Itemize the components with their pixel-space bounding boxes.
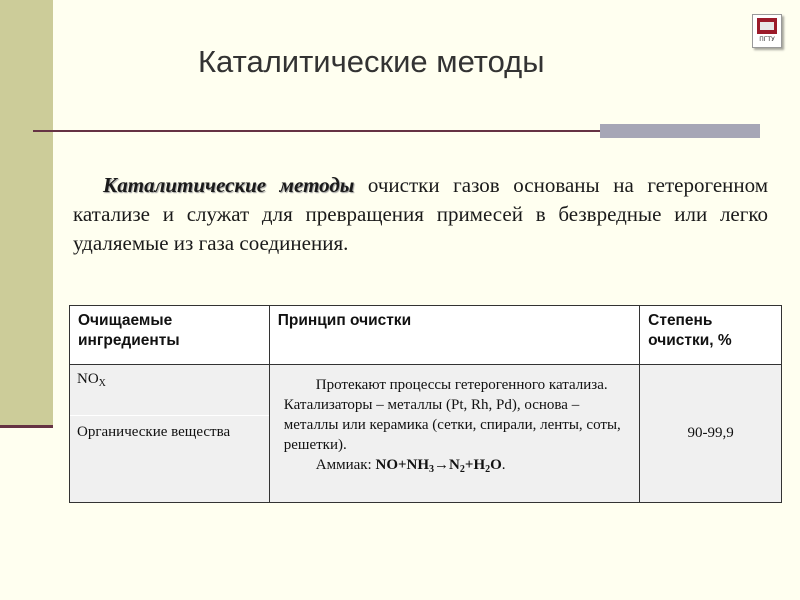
ingredient-nox xyxy=(70,365,270,416)
methods-table xyxy=(69,305,782,503)
table-header-row xyxy=(70,306,782,365)
nox-sub: X xyxy=(98,378,106,389)
slide-title: Каталитические методы xyxy=(198,44,545,79)
logo-text: ПГТУ xyxy=(759,36,775,43)
title-divider-line xyxy=(33,130,601,132)
header-principle: Принцип очистки xyxy=(269,306,639,365)
intro-paragraph xyxy=(73,171,768,258)
principle-text: Протекают процессы гетерогенного катализа. Катализаторы – металлы (Pt, Rh, Pd), основа – металлы или керамика (сетки, спирали, ленты, соты, решетки). xyxy=(283,377,621,453)
left-decor-bar xyxy=(0,0,53,428)
reaction-label: Аммиак: xyxy=(315,457,376,473)
header-degree: Степень очистки, % xyxy=(640,306,782,365)
reaction-formula: $NO+NH_3\to N_2+H_2O$ xyxy=(375,457,502,475)
university-logo-icon xyxy=(752,14,782,48)
nox-main: NO xyxy=(77,371,99,387)
title-divider-box xyxy=(600,124,760,138)
ingredient-organic: Органические вещества xyxy=(70,416,270,503)
logo-building xyxy=(760,22,774,30)
table-row xyxy=(70,365,782,416)
paragraph-body: очистки газов основаны на гетерогенном катализе и служат для превращения примесей в безвредные или легко удаляемые из газа соединения. xyxy=(73,173,768,255)
degree-cell: 90-99,9 xyxy=(640,365,782,503)
left-decor-bar-bottom-line xyxy=(0,425,53,428)
header-ingredients: Очищаемые ингредиенты xyxy=(70,306,270,365)
paragraph-term: Каталитические методы xyxy=(103,173,355,197)
principle-cell: Протекают процессы гетерогенного катализа. Катализаторы – металлы (Pt, Rh, Pd), основа – металлы или керамика (сетки, спирали, ленты, соты, решетки). Аммиак: $NO+NH_3\to N_2+H_2O$. xyxy=(269,365,639,503)
